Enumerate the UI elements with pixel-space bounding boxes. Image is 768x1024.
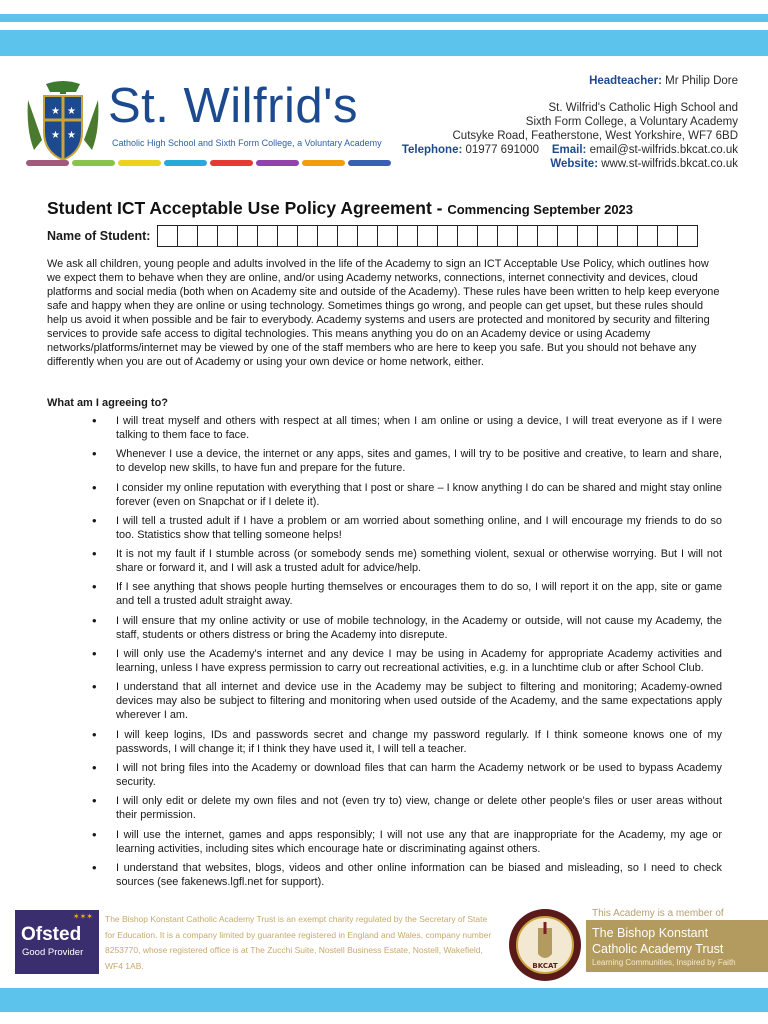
svg-text:★: ★ xyxy=(51,130,60,141)
bottom-band xyxy=(0,988,768,1012)
name-letter-box[interactable] xyxy=(197,225,218,247)
agreement-item xyxy=(92,614,722,642)
agreement-item-text: I will use the internet, games and apps responsibly; I will not use any that are inappropriate for the Academy, my age or learning activities, including sites which encourage hate or discriminating against others. xyxy=(116,828,722,855)
agreement-item-text: I will treat myself and others with respect at all times; when I am online or using a device, I will treat everyone as if I were talking to them face to face. xyxy=(116,415,722,441)
agreement-item-text: I will tell a trusted adult if I have a problem or am worried about something online, and I will encourage my friends to do so too. Statistics show that telling someone helps! xyxy=(116,514,722,541)
trust-name-box xyxy=(586,920,768,972)
name-letter-box[interactable] xyxy=(397,225,418,247)
email-value[interactable]: email@st-wilfrids.bkcat.co.uk xyxy=(589,144,738,156)
name-letter-box[interactable] xyxy=(577,225,598,247)
agreement-item xyxy=(92,761,722,789)
colour-strip xyxy=(26,160,391,166)
agreement-item-text: I understand that websites, blogs, videos and other online information can be biased and misleading, so I need to check sources (see fakenews.lgfl.net for support). xyxy=(116,861,722,888)
phone-email-line xyxy=(402,143,738,157)
agreement-item-text: I will not bring files into the Academy or download files that can harm the Academy network or be used to bypass Academy security. xyxy=(116,761,722,788)
name-letter-box[interactable] xyxy=(657,225,678,247)
trust-tagline: Learning Communities, Inspired by Faith xyxy=(592,958,736,967)
ofsted-rating: Good Provider xyxy=(22,947,84,958)
website-line xyxy=(402,157,738,171)
name-letter-box[interactable] xyxy=(417,225,438,247)
bullet-icon: • xyxy=(92,679,97,695)
agreement-item xyxy=(92,547,722,575)
contact-block xyxy=(402,74,738,171)
name-letter-box[interactable] xyxy=(317,225,338,247)
name-letter-box[interactable] xyxy=(177,225,198,247)
colour-strip-segment xyxy=(348,160,391,166)
colour-strip-segment xyxy=(26,160,69,166)
name-letter-box[interactable] xyxy=(277,225,298,247)
name-letter-box[interactable] xyxy=(557,225,578,247)
agreement-item xyxy=(92,794,722,822)
agreement-item-text: If I see anything that shows people hurting themselves or encourages them to do so, I will report it on the app, site or game and tell a trusted adult straight away. xyxy=(116,581,722,608)
email-label: Email: xyxy=(551,144,587,156)
name-letter-box[interactable] xyxy=(257,225,278,247)
name-letter-box[interactable] xyxy=(617,225,638,247)
name-letter-box[interactable] xyxy=(537,225,558,247)
agreement-list xyxy=(92,414,722,894)
agreement-item xyxy=(92,580,722,608)
colour-strip-segment xyxy=(256,160,299,166)
website-label: Website: xyxy=(550,158,599,170)
svg-text:★: ★ xyxy=(51,106,60,117)
ofsted-badge xyxy=(15,910,99,974)
name-letter-box[interactable] xyxy=(377,225,398,247)
colour-strip-segment xyxy=(164,160,207,166)
address-line-1: St. Wilfrid's Catholic High School and xyxy=(548,102,738,114)
name-letter-box[interactable] xyxy=(217,225,238,247)
school-crest-icon xyxy=(22,80,104,164)
colour-strip-segment xyxy=(302,160,345,166)
name-letter-box[interactable] xyxy=(477,225,498,247)
agreement-item xyxy=(92,861,722,889)
bullet-icon: • xyxy=(92,579,97,595)
top-thick-band xyxy=(0,30,768,56)
svg-text:★: ★ xyxy=(67,106,76,117)
bullet-icon: • xyxy=(92,726,97,742)
bullet-icon: • xyxy=(92,646,97,662)
name-letter-box[interactable] xyxy=(517,225,538,247)
top-thin-band xyxy=(0,14,768,22)
telephone-label: Telephone: xyxy=(401,144,463,156)
name-letter-box[interactable] xyxy=(297,225,318,247)
agree-heading: What am I agreeing to? xyxy=(47,397,169,409)
name-letter-box[interactable] xyxy=(677,225,698,247)
agreement-item xyxy=(92,828,722,856)
website-value[interactable]: www.st-wilfrids.bkcat.co.uk xyxy=(601,158,738,170)
bullet-icon: • xyxy=(92,759,97,775)
agreement-item xyxy=(92,647,722,675)
bullet-icon: • xyxy=(92,859,97,875)
bullet-icon: • xyxy=(92,512,97,528)
agreement-item xyxy=(92,447,722,475)
agreement-item-text: I will ensure that my online activity or use of mobile technology, in the Academy or outside, will not cause my Academy, the staff, students or others distress or bring the Academy into disrepute. xyxy=(116,614,722,641)
school-name: St. Wilfrid's xyxy=(108,79,358,133)
headteacher-name: Mr Philip Dore xyxy=(665,75,738,87)
name-letter-box[interactable] xyxy=(337,225,358,247)
agreement-item xyxy=(92,481,722,509)
name-letter-box[interactable] xyxy=(357,225,378,247)
name-letter-box[interactable] xyxy=(637,225,658,247)
colour-strip-segment xyxy=(72,160,115,166)
name-letter-box[interactable] xyxy=(237,225,258,247)
trust-name: The Bishop Konstant Catholic Academy Trust xyxy=(592,926,724,956)
agreement-item xyxy=(92,414,722,442)
name-letter-box[interactable] xyxy=(497,225,518,247)
colour-strip-segment xyxy=(210,160,253,166)
name-letter-box[interactable] xyxy=(437,225,458,247)
agreement-item xyxy=(92,514,722,542)
ofsted-stars-icon: ✶✶✶ xyxy=(72,912,93,921)
ofsted-name: Ofsted xyxy=(21,924,82,945)
charity-statement: The Bishop Konstant Catholic Academy Trust is an exempt charity regulated by the Secretary of State for Education. It is a company limited by guarantee registered in England and Wales, company number 8253770, whose registered office is at The Zucchi Suite, Nostell Business Estate, Nostell, Wakefield, WF4 1AB. xyxy=(105,914,492,971)
agreement-item-text: I understand that all internet and device use in the Academy may be subject to filtering and monitoring; Academy-owned devices may also be subject to filtering and monitoring when used outside of the Academy, and the same expectations apply wherever I am. xyxy=(116,681,722,722)
bullet-icon: • xyxy=(92,612,97,628)
telephone-value: 01977 691000 xyxy=(465,144,540,156)
document-title xyxy=(47,198,633,219)
bullet-icon: • xyxy=(92,546,97,562)
bullet-icon: • xyxy=(92,479,97,495)
bullet-icon: • xyxy=(92,826,97,842)
trust-member-text: This Academy is a member of xyxy=(592,908,724,919)
name-letter-box[interactable] xyxy=(597,225,618,247)
trust-seal-abbr: BKCAT xyxy=(532,962,558,970)
colour-strip-segment xyxy=(118,160,161,166)
agreement-item-text: It is not my fault if I stumble across (or somebody sends me) something violent, sexual or otherwise worrying. But I will not share or forward it, and I will ask a trusted adult for advice/help. xyxy=(116,548,722,575)
headteacher-label: Headteacher: xyxy=(589,75,662,87)
student-name-field[interactable] xyxy=(158,225,698,247)
agreement-item-text: I will keep logins, IDs and passwords secret and change my password regularly. If I think someone knows one of my passwords, I will change it; if I think they have used it, I will tell a teacher. xyxy=(116,728,722,755)
bullet-icon: • xyxy=(92,446,97,462)
agreement-item-text: I will only edit or delete my own files and not (even try to) view, change or delete other people's files or user areas without their permission. xyxy=(116,795,722,822)
agreement-item-text: I consider my online reputation with everything that I post or share – I know anything I do can be shared and might stay online forever (even on Snapchat or if I delete it). xyxy=(116,481,722,508)
bullet-icon: • xyxy=(92,793,97,809)
school-tagline: Catholic High School and Sixth Form College, a Voluntary Academy xyxy=(112,138,382,148)
agreement-item xyxy=(92,728,722,756)
document-title-main: Student ICT Acceptable Use Policy Agreement - xyxy=(47,198,443,218)
intro-paragraph: We ask all children, young people and adults involved in the life of the Academy to sign an ICT Acceptable Use Policy, which outlines how we expect them to behave when they are online, and/or using Academy networks, connections, internet connectivity and devices, cloud platforms and social media (both when on Academy site and outside of the Academy). These rules have been written to help keep everyone safe and happy when they are online or using technology. Sometimes things go wrong, and people can get upset, but these rules should help us avoid it when possible and be fair to everybody. Academy systems and users are protected and monitored by security and filtering services to provide safe access to digital technologies. This means anything you do on an Academy device or using Academy networks/platforms/internet may be viewed by one of the staff members who are here to keep you safe. But you should not behave any differently when you are out of Academy or using your own device or home network, either. xyxy=(47,258,720,368)
svg-text:★: ★ xyxy=(67,130,76,141)
agreement-item-text: Whenever I use a device, the internet or any apps, sites and games, I will try to be positive and creative, to learn and share, to develop new skills, to have fun and prepare for the future. xyxy=(116,448,722,475)
trust-seal-icon xyxy=(508,908,582,982)
bullet-icon: • xyxy=(92,413,97,428)
student-name-label: Name of Student: xyxy=(47,229,151,243)
agreement-item-text: I will only use the Academy's internet and any device I may be using in Academy for appropriate Academy activities and learning, unless I have express permission to carry out recreational activities, e.g. in a lunchtime club or after School Club. xyxy=(116,648,722,675)
name-letter-box[interactable] xyxy=(457,225,478,247)
address-line-2: Sixth Form College, a Voluntary Academy xyxy=(525,116,738,128)
agreement-item xyxy=(92,680,722,722)
document-subtitle: Commencing September 2023 xyxy=(447,202,634,217)
address-line-3: Cutsyke Road, Featherstone, West Yorkshire, WF7 6BD xyxy=(452,130,738,142)
headteacher-line xyxy=(402,74,738,88)
name-letter-box[interactable] xyxy=(157,225,178,247)
student-name-row xyxy=(47,225,698,247)
